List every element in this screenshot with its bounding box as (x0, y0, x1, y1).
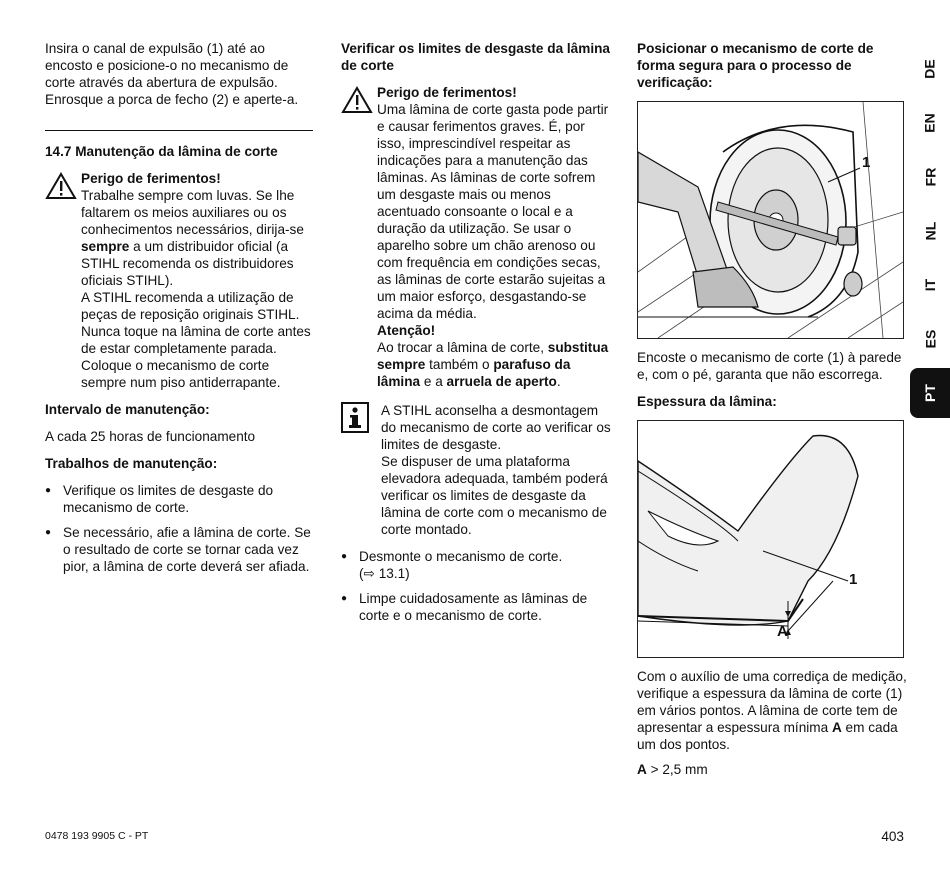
tab-en[interactable]: EN (921, 113, 938, 133)
work-list (45, 482, 313, 575)
mower-illustration (638, 102, 903, 338)
tab-es[interactable]: ES (922, 329, 938, 349)
warning-triangle-icon (45, 170, 81, 391)
intro-text: Insira o canal de expulsão (1) até ao encosto e posicione-o no mecanismo de corte através da abertura de expulsão. Enrosque a porca de fecho (2) e aperte-a. (45, 41, 299, 107)
warning-text-1: Trabalhe sempre com luvas. Se lhe faltarem os meios auxiliares ou os conhecimentos necessários, dirija-se sempre a um distribuidor oficial (a STIHL recomenda os distribuidores oficiais STIHL). (81, 188, 304, 288)
figure-label-1: 1 (862, 154, 871, 171)
section-divider (45, 130, 313, 131)
info-block (341, 402, 611, 538)
column-middle (341, 40, 611, 632)
section-heading: Verificar os limites de desgaste da lâmina de corte (341, 41, 610, 73)
warning-text-3: Nunca toque na lâmina de corte antes de estar completamente parada. (81, 324, 311, 356)
work-heading: Trabalhos de manutenção: (45, 456, 218, 471)
section-heading: Posicionar o mecanismo de corte de forma segura para o processo de verificação: (637, 41, 874, 90)
list-item: ● Se necessário, afie a lâmina de corte. Se o resultado de corte se tornar cada vez pior, a lâmina de corte deverá ser afiada. (45, 524, 313, 575)
figure-blade-thickness (637, 420, 904, 658)
warning-block (45, 170, 313, 391)
attention-title: Atenção! (377, 323, 436, 338)
tab-it[interactable]: IT (921, 278, 938, 292)
document-id: 0478 193 9905 C - PT (45, 830, 149, 842)
tab-nl[interactable]: NL (921, 221, 938, 241)
thickness-spec: A > 2,5 mm (637, 762, 708, 777)
warning-text-2: A STIHL recomenda a utilização de peças de reposição originais STIHL. (81, 290, 300, 322)
info-icon (341, 402, 381, 538)
blade-thickness-heading: Espessura da lâmina: (637, 394, 777, 409)
tab-de[interactable]: DE (921, 59, 938, 79)
attention-text: Ao trocar a lâmina de corte, substitua sempre também o parafuso da lâmina e a arruela de aperto. (377, 340, 609, 389)
tab-fr[interactable]: FR (921, 167, 938, 187)
warning-triangle-icon (341, 84, 377, 390)
warning-block (341, 84, 611, 390)
warning-title: Perigo de ferimentos! (377, 85, 517, 100)
section-heading: 14.7 Manutenção da lâmina de corte (45, 144, 278, 159)
figure-label-a: A (777, 623, 788, 640)
tab-pt[interactable]: PT (910, 368, 950, 418)
figure-caption-1: Encoste o mecanismo de corte (1) à parede e, com o pé, garanta que não escorrega. (637, 350, 902, 382)
list-item: ● Limpe cuidadosamente as lâminas de corte e o mecanismo de corte. (341, 590, 611, 624)
info-text-2: Se dispuser de uma plataforma elevadora adequada, também poderá verificar os limites de desgaste da lâmina de corte com o mecanismo de corte montado. (381, 454, 608, 537)
interval-text: A cada 25 horas de funcionamento (45, 429, 256, 444)
list-item: ● Desmonte o mecanismo de corte. (⇨ 13.1) (341, 548, 611, 582)
warning-text: Uma lâmina de corte gasta pode partir e causar ferimentos graves. É, por isso, imprescindível respeitar as indicações para a manutenção das lâminas. As lâminas de corte sofrem um desgaste mais ou menos acentuado consoante o local e a duração da utilização. Se usar o aparelho sobre um chão arenoso ou com frequência em condições secas, as lâminas de corte estarão sujeitas a um maior esforço, desgastando-se acima da média. (377, 102, 609, 321)
page-number: 403 (881, 829, 904, 844)
figure-caption-2: Com o auxílio de uma corrediça de medição, verifique a espessura da lâmina de corte (1) em vários pontos. A lâmina de corte tem de apresentar a espessura mínima A em cada um dos pontos. (637, 669, 907, 752)
language-tabs (910, 44, 950, 422)
list-item: ● Verifique os limites de desgaste do mecanismo de corte. (45, 482, 313, 516)
column-right (637, 40, 907, 778)
info-text-1: A STIHL aconselha a desmontagem do mecanismo de corte ao verificar os limites de desgaste. (381, 403, 611, 452)
figure-mower-against-wall (637, 101, 904, 339)
interval-heading: Intervalo de manutenção: (45, 402, 210, 417)
warning-text-4: Coloque o mecanismo de corte sempre num piso antiderrapante. (81, 358, 281, 390)
steps-list (341, 548, 611, 624)
warning-title: Perigo de ferimentos! (81, 171, 221, 186)
cross-reference: (⇨ 13.1) (359, 566, 410, 581)
blade-illustration (638, 421, 903, 657)
column-left (45, 40, 313, 583)
figure-label-1: 1 (849, 571, 858, 588)
